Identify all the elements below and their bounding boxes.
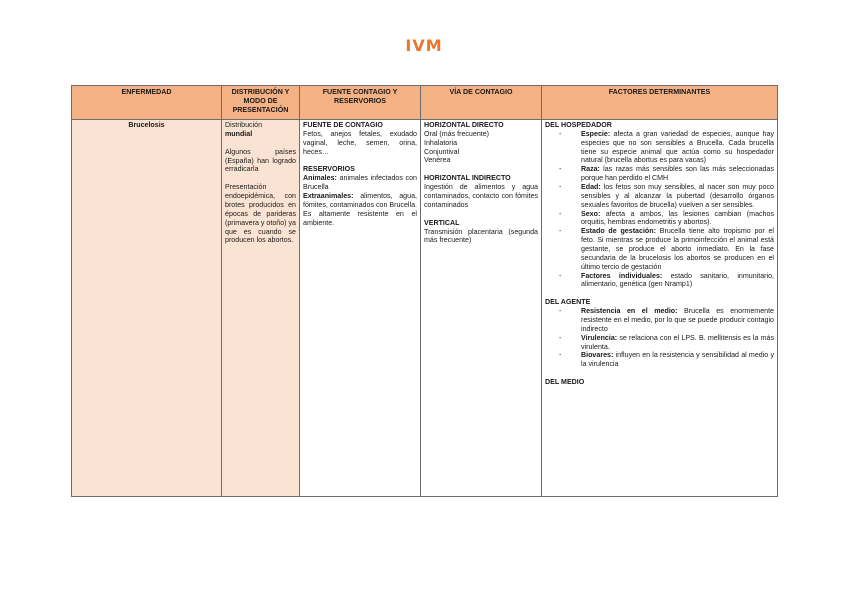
reservorio-animales: Animales: animales infectados con Brucella: [303, 174, 417, 192]
via-conjuntival: Conjuntival: [424, 147, 460, 156]
factores-agente-list: [545, 307, 774, 369]
list-item: - Virulencia: se relaciona con el LPS. B. mellitensis es la más virulenta.: [559, 334, 774, 352]
fuente-heading: FUENTE DE CONTAGIO: [303, 121, 383, 129]
list-item: - Factores individuales: estado sanitario, inmunitario, alimentario, genética (gen Nramp1): [559, 272, 774, 290]
via-oral: Oral (más frecuente): [424, 129, 490, 138]
via-vertical-heading: VERTICAL: [424, 218, 460, 227]
header-enfermedad: ENFERMEDAD: [72, 86, 222, 120]
fuente-text: Fetos, anejos fetales, exudado vaginal, leche, semen, orina, heces…: [303, 129, 417, 156]
factores-hospedador-heading: DEL HOSPEDADOR: [545, 121, 612, 129]
table-row: [72, 120, 778, 497]
list-item: - Estado de gestación: Brucella tiene alto tropismo por el feto. Si mientras se produce la primoinfección el animal está gestante, se produce el aborto inmediato. En la fase secundaria de la brucelosis los abortos se producen en el último tercio de gestación: [559, 227, 774, 271]
list-item: - Sexo: afecta a ambos, las lesiones cambian (machos orquitis, hembras endometritis y abortos).: [559, 210, 774, 228]
via-vertical-text: Transmisión placentaria (segunda más frecuente): [424, 227, 538, 245]
reservorio-extraanimales: Extraanimales: alimentos, agua, fómites, contaminados con Brucella. Es altamente resistente en el ambiente.: [303, 192, 417, 227]
distribucion-mundial: mundial: [225, 129, 253, 138]
factores-hospedador-list: [545, 130, 774, 289]
header-factores: FACTORES DETERMINANTES: [542, 86, 778, 120]
list-item: - Raza: las razas más sensibles son las más seleccionadas porque han perdido el CMH: [559, 165, 774, 183]
header-row: [72, 86, 778, 120]
cell-distribucion: [222, 120, 300, 497]
header-fuente: FUENTE CONTAGIO Y RESERVORIOS: [300, 86, 421, 120]
list-item: - Biovares: influyen en la resistencia y sensibilidad al medio y la virulencia: [559, 351, 774, 369]
list-item: - Resistencia en el medio: Brucella es enormemente resistente en el medio, por lo que se puede producir contagio indirecto: [559, 307, 774, 334]
cell-enfermedad: Brucelosis: [72, 120, 222, 497]
list-item: - Especie: afecta a gran variedad de especies, aunque hay especies que no son sensibles a Brucella. Cada brucella tiene su especie animal que actúa como su hospedador natural (brucella abortus es para vacas): [559, 130, 774, 165]
factores-medio-heading: DEL MEDIO: [545, 378, 585, 387]
distribucion-presentacion: Presentación endoepidémica, con brotes producidos en épocas de parideras (primavera y otoño) ya que es cuando se producen los abortos.: [225, 183, 296, 245]
via-directo-heading: HORIZONTAL DIRECTO: [424, 121, 504, 129]
cell-via: [421, 120, 542, 497]
header-distribucion: DISTRIBUCIÓN Y MODO DE PRESENTACIÓN: [222, 86, 300, 120]
via-indirecto-heading: HORIZONTAL INDIRECTO: [424, 174, 511, 183]
distribucion-erradicacion: Algunos países (España) han logrado erradicarla: [225, 147, 296, 174]
document-title: IVM: [405, 36, 443, 55]
header-via: VÍA DE CONTAGIO: [421, 86, 542, 120]
via-indirecto-text: Ingestión de alimentos y agua contaminados, contacto con fómites contaminados: [424, 183, 538, 209]
factores-agente-heading: DEL AGENTE: [545, 298, 591, 307]
cell-fuente: [300, 120, 421, 497]
via-inhalatoria: Inhalatoria: [424, 138, 458, 147]
via-venerea: Venérea: [424, 156, 451, 165]
list-item: - Edad: los fetos son muy sensibles, al nacer son muy poco sensibles y al alcanzar la pubertad (desarrollo órganos sexuales favoritos de brucella) vuelven a ser sensibles.: [559, 183, 774, 210]
distribucion-label: Distribución: [225, 121, 263, 129]
disease-table: [71, 85, 778, 497]
reservorios-heading: RESERVORIOS: [303, 165, 355, 174]
cell-factores: [542, 120, 778, 497]
